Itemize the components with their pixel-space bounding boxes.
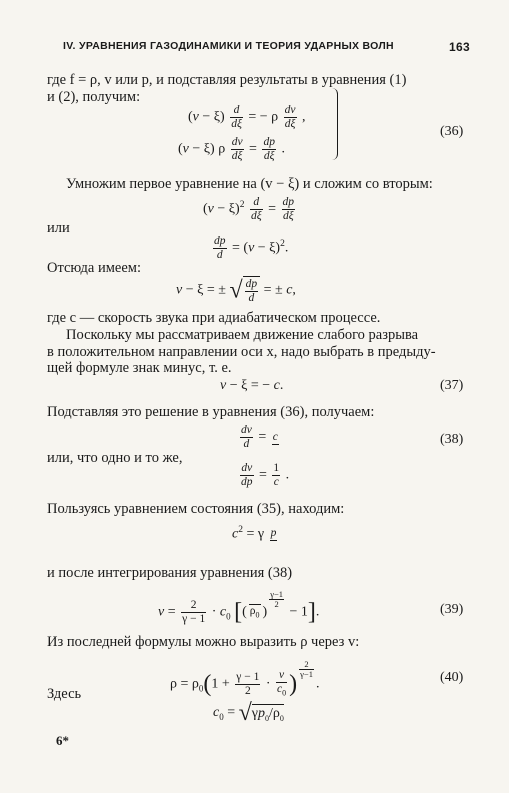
paragraph-line: и после интегрирования уравнения (38) bbox=[47, 565, 293, 581]
system-brace bbox=[331, 88, 338, 160]
paragraph-line: где c — скорость звука при адиабатическом процессе. bbox=[47, 310, 381, 326]
connector-text: Отсюда имеем: bbox=[47, 260, 141, 276]
signature-mark: 6* bbox=[56, 733, 69, 748]
equation-c0: $c_0 = √\gamma p_0/\rho_0$ bbox=[213, 700, 284, 726]
equation-dp-drho: $\frac{dp}{d}$ = $(v - \xi)^2$. bbox=[214, 235, 289, 261]
paragraph-line: Из последней формулы можно выразить ρ через v: bbox=[47, 634, 360, 650]
connector-text: или, что одно и то же, bbox=[47, 450, 183, 466]
paragraph-line: Умножим первое уравнение на (v − ξ) и сложим со вторым: bbox=[66, 176, 433, 192]
paragraph-line: Пользуясь уравнением состояния (35), находим: bbox=[47, 501, 345, 517]
equation-number: (38) bbox=[440, 432, 464, 447]
equation-number: (36) bbox=[440, 124, 464, 139]
paragraph-line: Подставляя это решение в уравнения (36), получаем: bbox=[47, 404, 375, 420]
equation-combined: $(v - \xi)^2$ $\frac{d}{d\xi}$ = $\frac{dp}{d\xi}$ bbox=[203, 196, 295, 222]
equation-38a: $\frac{dv}{d}$ = c bbox=[241, 424, 278, 450]
paragraph-line: щей формуле знак минус, т. е. bbox=[47, 360, 232, 376]
equation-39: v = $\frac{2}{\gamma - 1}$ · $c_0$ [( $\rho_0$ ) $^{\frac{\gamma-1}{2}}$ − 1]. bbox=[158, 589, 320, 625]
paragraph-line: где f = ρ, v или p, и подставляя результаты в уравнения (1) bbox=[47, 72, 407, 88]
equation-40: $\rho = \rho_0(1$ + $\frac{\gamma - 1}{2}$ · $\frac{v}{c_0}$ ) $^{\frac{2}{\gamma-1}}$ . bbox=[170, 659, 320, 698]
equation-36a: (v − ξ) $\frac{d}{d\xi}$ = − ρ $\frac{dv}{d\xi}$ , bbox=[188, 104, 306, 130]
equation-38b: $\frac{dv}{dp}$ = $\frac{1}{c}$ . bbox=[241, 462, 290, 488]
equation-sqrt: v − ξ = ± √ $\frac{dp}{d}$ = ± c, bbox=[176, 277, 296, 304]
paragraph-line: и (2), получим: bbox=[47, 89, 141, 105]
running-title: IV. УРАВНЕНИЯ ГАЗОДИНАМИКИ И ТЕОРИЯ УДАРНЫХ ВОЛН bbox=[63, 40, 394, 52]
paragraph-line: в положительном направлении оси x, надо выбрать в предыду- bbox=[47, 344, 436, 360]
equation-number: (37) bbox=[440, 378, 464, 393]
equation-number: (40) bbox=[440, 670, 464, 685]
paragraph-line: Поскольку мы рассматриваем движение слабого разрыва bbox=[66, 327, 419, 343]
equation-36b: (v − ξ) ρ $\frac{dv}{d\xi}$ = $\frac{dp}{d\xi}$ . bbox=[178, 136, 285, 162]
equation-c-squared: $c^2 = \gamma$ p bbox=[232, 525, 277, 542]
page-number: 163 bbox=[449, 40, 470, 54]
equation-37: v − ξ = − c. bbox=[220, 378, 284, 393]
equation-number: (39) bbox=[440, 602, 464, 617]
connector-text: Здесь bbox=[47, 686, 82, 702]
connector-text: или bbox=[47, 220, 70, 236]
